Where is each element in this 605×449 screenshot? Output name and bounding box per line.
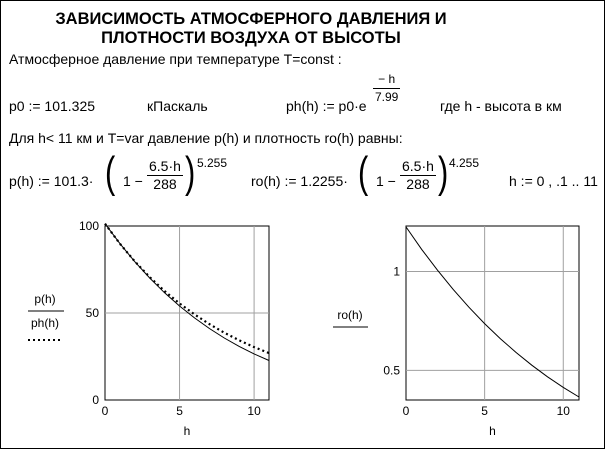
pressure-y-legend — [28, 292, 64, 340]
ro-numerator: 6.5·h — [402, 158, 434, 174]
p-denominator: 288 — [153, 176, 177, 192]
ph-exponent-denominator: 7.99 — [375, 90, 399, 104]
y-tick-label: 0.5 — [383, 363, 400, 378]
legend-ro: ro(h) — [337, 308, 363, 322]
y-tick-label: 0 — [92, 393, 99, 407]
ro-one-minus: 1 − — [376, 173, 396, 189]
left-paren: ( — [358, 148, 369, 197]
left-paren: ( — [105, 148, 116, 197]
pressure-chart[interactable] — [79, 219, 269, 438]
title-line-2: ПЛОТНОСТИ ВОЗДУХА ОТ ВЫСОТЫ — [101, 29, 401, 47]
x-tick-label: 5 — [481, 404, 488, 418]
x-axis-label: h — [183, 424, 191, 438]
ro-exponent: 4.255 — [449, 156, 480, 170]
h-range-definition[interactable]: h := 0 , .1 .. 11 — [509, 173, 598, 189]
y-tick-label: 1 — [393, 264, 400, 279]
right-paren: ) — [438, 148, 449, 197]
legend-ph: ph(h) — [30, 316, 60, 330]
x-tick-label: 5 — [176, 404, 183, 418]
series-line-roh — [406, 227, 579, 397]
y-tick-label: 50 — [85, 306, 99, 320]
title-line-1: ЗАВИСИМОСТЬ АТМОСФЕРНОГО ДАВЛЕНИЯ И — [55, 10, 447, 28]
ph-exponent-numerator: − h — [378, 72, 396, 86]
density-y-legend — [333, 308, 368, 327]
p-formula-lhs[interactable]: p(h) := 101.3· — [9, 173, 94, 189]
p-numerator: 6.5·h — [149, 158, 181, 174]
ro-formula-lhs[interactable]: ro(h) := 1.2255· — [251, 173, 348, 189]
p0-definition[interactable]: p0 := 101.325 — [9, 98, 96, 114]
right-paren: ) — [185, 148, 196, 197]
h-note: где h - высота в км — [440, 98, 562, 114]
x-axis-label: h — [489, 424, 496, 438]
series-line-ph — [105, 224, 269, 361]
var-temp-text: Для h< 11 км и T=var давление p(h) и плотность ro(h) равны: — [9, 130, 403, 146]
const-temp-text: Атмосферное давление при температуре T=const : — [9, 51, 342, 67]
p0-unit: кПаскаль — [147, 98, 208, 114]
x-tick-label: 10 — [556, 404, 570, 418]
ro-denominator: 288 — [406, 176, 430, 192]
legend-p: p(h) — [34, 292, 56, 306]
y-tick-label: 100 — [78, 219, 99, 233]
x-tick-label: 0 — [402, 404, 410, 418]
density-chart[interactable] — [383, 226, 579, 438]
p-exponent: 5.255 — [197, 156, 228, 170]
x-tick-label: 0 — [101, 404, 109, 418]
series-line-phh — [105, 224, 269, 353]
ph-formula[interactable]: ph(h) := p0·e — [286, 98, 367, 114]
x-tick-label: 10 — [247, 404, 261, 418]
plot-frame — [406, 226, 579, 400]
p-one-minus: 1 − — [123, 173, 143, 189]
